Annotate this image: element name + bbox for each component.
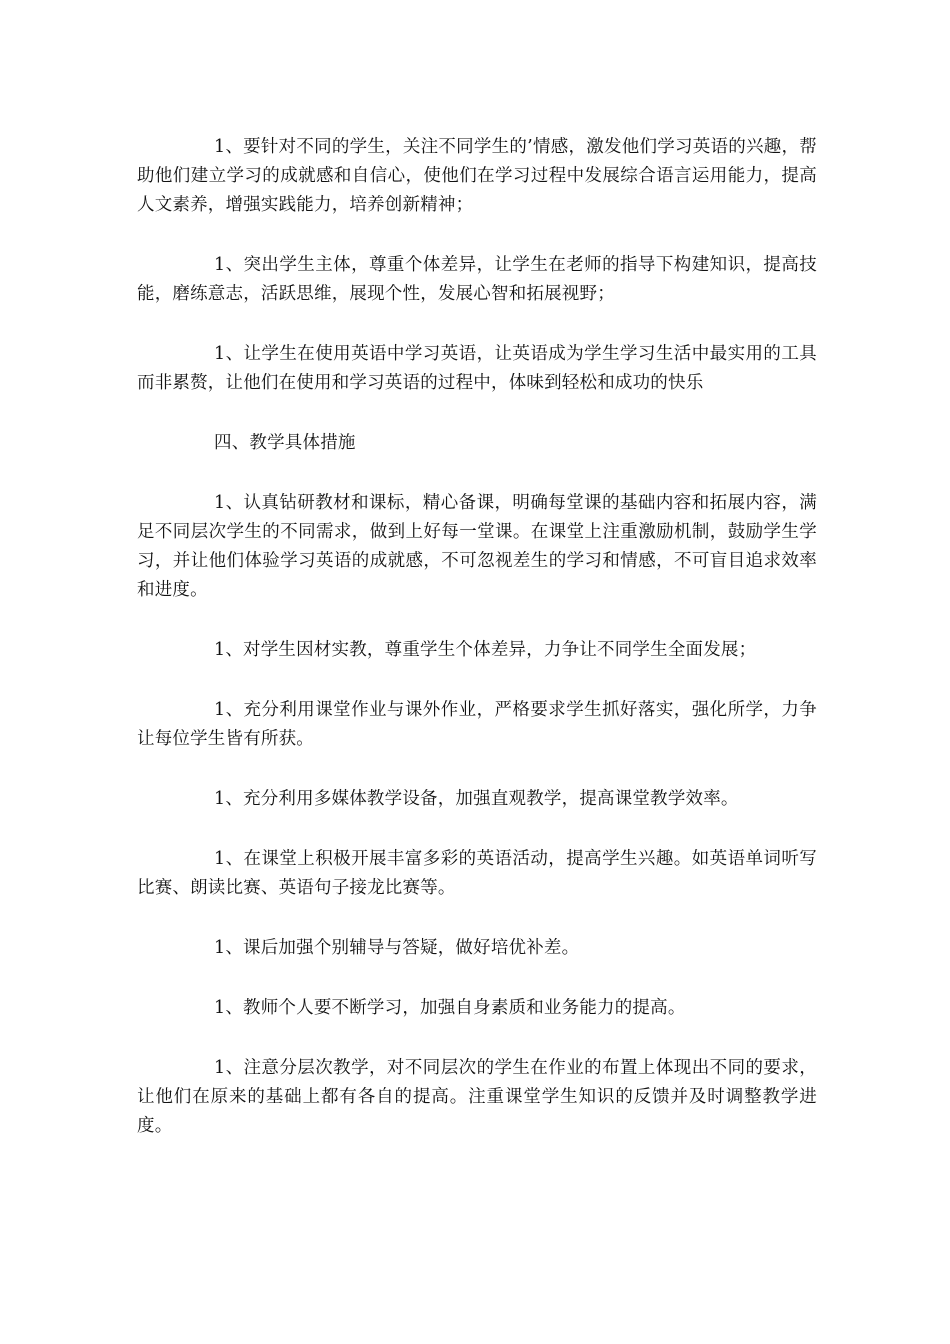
document-body [137, 133, 817, 1172]
paragraph-goal-use-english: 1、让学生在使用英语中学习英语，让英语成为学生学习生活中最实用的工具而非累赘，让他们在使用和学习英语的过程中，体味到轻松和成功的快乐 [137, 344, 817, 393]
section-heading-measures: 四、教学具体措施 [214, 433, 356, 453]
paragraph-measure-individual: 1、对学生因材实教，尊重学生个体差异，力争让不同学生全面发展； [214, 640, 757, 660]
paragraph-measure-lesson-prep: 1、认真钻研教材和课标，精心备课，明确每堂课的基础内容和拓展内容，满足不同层次学生的不同需求，做到上好每一堂课。在课堂上注重激励机制，鼓励学生学习，并让他们体验学习英语的成就感，不可忽视差生的学习和情感，不可盲目追求效率和进度。 [137, 493, 817, 600]
paragraph-measure-multimedia: 1、充分利用多媒体教学设备，加强直观教学，提高课堂教学效率。 [214, 789, 739, 809]
paragraph-goal-emotion: 1、要针对不同的学生，关注不同学生的’情感，激发他们学习英语的兴趣，帮助他们建立学习的成就感和自信心，使他们在学习过程中发展综合语言运用能力，提高人文素养，增强实践能力，培养创新精神； [137, 137, 817, 215]
paragraph-measure-homework: 1、充分利用课堂作业与课外作业，严格要求学生抓好落实，强化所学，力争让每位学生皆有所获。 [137, 700, 817, 749]
paragraph-measure-teacher-growth: 1、教师个人要不断学习，加强自身素质和业务能力的提高。 [214, 998, 686, 1018]
paragraph-measure-tiered-teaching: 1、注意分层次教学，对不同层次的学生在作业的布置上体现出不同的要求，让他们在原来的基础上都有各自的提高。注重课堂学生知识的反馈并及时调整教学进度。 [137, 1058, 817, 1136]
paragraph-goal-student-centered: 1、突出学生主体，尊重个体差异，让学生在老师的指导下构建知识，提高技能，磨练意志，活跃思维，展现个性，发展心智和拓展视野； [137, 255, 817, 304]
paragraph-measure-activities: 1、在课堂上积极开展丰富多彩的英语活动，提高学生兴趣。如英语单词听写比赛、朗读比赛、英语句子接龙比赛等。 [137, 849, 817, 898]
paragraph-measure-tutoring: 1、课后加强个别辅导与答疑，做好培优补差。 [214, 938, 580, 958]
